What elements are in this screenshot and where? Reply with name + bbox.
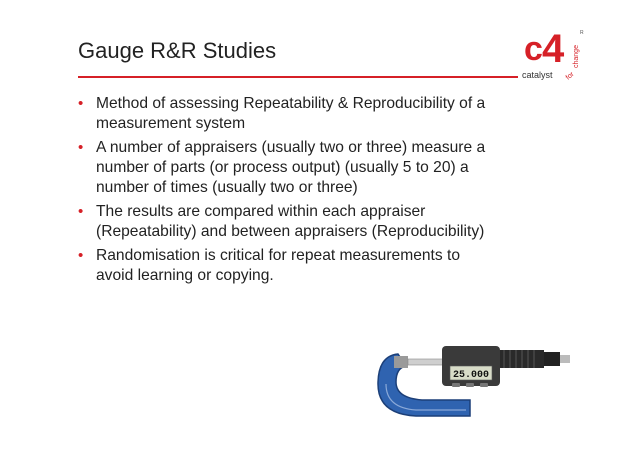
title-underline (78, 76, 518, 78)
micrometer-button (466, 383, 474, 387)
logo-four: 4 (542, 27, 565, 71)
micrometer-anvil (394, 356, 408, 368)
micrometer-ratchet-cap (560, 355, 570, 363)
micrometer-display-value: 25.000 (452, 370, 490, 381)
bullet-line: Randomisation is critical for repeat measurements to (96, 247, 461, 264)
logo-c: c (524, 30, 543, 68)
bullet-line: A number of appraisers (usually two or three) measure a (96, 139, 486, 156)
bullet-line: (Repeatability) and between appraisers (Reproducibility) (96, 223, 485, 240)
bullet-line: number of parts (or process output) (usually 5 to 20) a (96, 159, 469, 176)
bullet-item (78, 138, 578, 198)
bullet-item (78, 202, 578, 242)
bullet-line: avoid learning or copying. (96, 267, 274, 284)
bullet-dot: • (78, 95, 84, 112)
logo-word-for: for (564, 70, 576, 82)
micrometer-ratchet (544, 352, 560, 366)
bullet-dot: • (78, 203, 84, 220)
logo-word-change: change (573, 45, 580, 68)
bullet-item (78, 246, 578, 286)
slide-title: Gauge R&R Studies (78, 38, 277, 63)
micrometer-button (480, 383, 488, 387)
bullet-line: Method of assessing Repeatability & Reproducibility of a (96, 95, 486, 112)
bullet-line: number of times (usually two or three) (96, 179, 358, 196)
logo-word-catalyst: catalyst (522, 70, 553, 80)
bullet-dot: • (78, 139, 84, 156)
bullet-line: measurement system (96, 115, 246, 132)
bullet-dot: • (78, 247, 84, 264)
catalyst-for-change-logo (520, 22, 586, 84)
bullet-line: The results are compared within each appraiser (96, 203, 426, 220)
bullet-item (78, 94, 578, 134)
logo-registered-mark: R (580, 30, 584, 36)
digital-micrometer-image (370, 332, 580, 422)
bullet-list (78, 94, 578, 290)
micrometer-button (452, 383, 460, 387)
micrometer-spindle (408, 359, 444, 365)
